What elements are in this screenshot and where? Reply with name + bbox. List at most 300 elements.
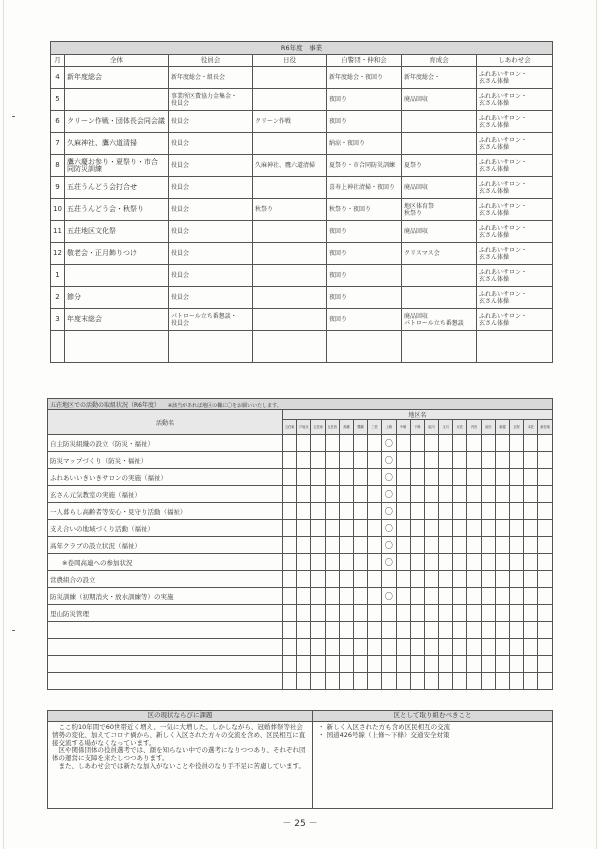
schedule-column-header: 自警団・伸和会 (327, 55, 402, 67)
schedule-row (51, 287, 553, 309)
schedule-cell-ikusei: 廃品回収 (402, 89, 477, 111)
activity-area-cell (481, 554, 495, 571)
activity-area-cell (439, 673, 453, 690)
activity-area-cell (495, 452, 509, 469)
schedule-cell-month: 4 (51, 67, 65, 89)
current-issues-header: 区の現状ならびに課題 (48, 711, 313, 722)
schedule-cell-all: 節分 (65, 287, 169, 309)
activity-area-cell (467, 656, 481, 673)
activity-area-cell (439, 452, 453, 469)
area-column-header: 前田 (481, 420, 495, 435)
activity-area-cell (410, 520, 424, 537)
activity-area-cell (538, 503, 552, 520)
activity-row (48, 622, 553, 639)
schedule-header-row (51, 55, 553, 67)
activity-area-cell (510, 537, 524, 554)
activity-row (48, 486, 553, 503)
issues-table (47, 710, 553, 809)
activity-area-cell (439, 554, 453, 571)
activity-area-cell (283, 622, 297, 639)
activity-area-cell (297, 435, 311, 452)
activity-area-cell (538, 452, 552, 469)
activity-area-cell (495, 571, 509, 588)
activity-area-cell (453, 452, 467, 469)
activity-area-cell (396, 486, 410, 503)
activity-area-cell (481, 605, 495, 622)
schedule-cell-jikei: 夜回り (327, 309, 402, 331)
activity-area-cell (368, 537, 382, 554)
activity-area-cell (524, 588, 538, 605)
activity-area-cell (410, 673, 424, 690)
activity-area-cell (325, 486, 339, 503)
area-column-header: 鷹橋 (353, 420, 367, 435)
activity-area-cell (410, 469, 424, 486)
activity-name (48, 673, 283, 690)
activity-area-cell (325, 622, 339, 639)
activity-area-cell (510, 656, 524, 673)
activity-name: 自主防災組織の設立（防災・福祉） (48, 435, 283, 452)
activity-area-cell (368, 503, 382, 520)
activity-row (48, 605, 553, 622)
schedule-column-header: 月 (51, 55, 65, 67)
area-column-header: 本荘 (524, 420, 538, 435)
activity-area-cell (283, 537, 297, 554)
activity-name: ※卷岡高連への参加状況 (48, 554, 283, 571)
schedule-cell-yakuin: 役員会 (169, 287, 253, 309)
activity-area-cell (510, 639, 524, 656)
activity-area-cell (495, 605, 509, 622)
schedule-cell-shiawase: ふれあいサロン・ 玄さん体操 (477, 309, 553, 331)
activity-area-cell (353, 554, 367, 571)
activity-area-cell (353, 656, 367, 673)
activity-mark: 〇 (382, 469, 396, 486)
activity-mark: 〇 (382, 520, 396, 537)
activity-area-cell (353, 537, 367, 554)
activity-area-cell (467, 469, 481, 486)
schedule-cell-nichiyaku (253, 177, 327, 199)
activity-area-cell (453, 571, 467, 588)
schedule-column-header: 日役 (253, 55, 327, 67)
activity-area-cell (297, 622, 311, 639)
schedule-cell-ikusei (402, 111, 477, 133)
activity-area-cell (353, 622, 367, 639)
schedule-cell-jikei: 秋祭り・夜回り (327, 199, 402, 221)
activity-area-cell (439, 605, 453, 622)
activity-area-cell (396, 469, 410, 486)
activity-area-cell (283, 571, 297, 588)
activity-area-cell (467, 639, 481, 656)
schedule-cell-yakuin: 役員会 (169, 155, 253, 177)
area-column-header: 上條 (382, 420, 396, 435)
schedule-row-blank (51, 331, 553, 363)
schedule-cell-nichiyaku (253, 89, 327, 111)
area-column-header: 中嶋 (396, 420, 410, 435)
activity-area-cell (424, 435, 438, 452)
activity-area-cell (467, 571, 481, 588)
activity-area-cell (439, 656, 453, 673)
activity-area-cell (297, 554, 311, 571)
activity-area-cell (495, 520, 509, 537)
activity-area-cell (439, 435, 453, 452)
activity-name: 里山防災管理 (48, 605, 283, 622)
activity-area-cell (510, 673, 524, 690)
schedule-cell-yakuin: 役員会 (169, 133, 253, 155)
activity-area-cell (410, 554, 424, 571)
activities-title-cell (48, 399, 553, 410)
activity-row (48, 656, 553, 673)
activity-area-cell (481, 571, 495, 588)
activity-area-cell (297, 656, 311, 673)
schedule-cell-jikei: 納涼・夜回り (327, 133, 402, 155)
activity-name: ふれあいいきいきサロンの実施（福祉） (48, 469, 283, 486)
activity-area-cell (538, 571, 552, 588)
activity-area-cell (439, 520, 453, 537)
activity-area-cell (325, 656, 339, 673)
activity-area-cell (538, 656, 552, 673)
activity-area-cell (538, 435, 552, 452)
schedule-row (51, 89, 553, 111)
activity-area-cell (424, 554, 438, 571)
activity-area-cell (410, 588, 424, 605)
schedule-row (51, 111, 553, 133)
activity-area-cell (510, 622, 524, 639)
schedule-cell-shiawase: ふれあいサロン・ 玄さん体操 (477, 155, 553, 177)
activity-area-cell (297, 486, 311, 503)
schedule-cell-jikei: 喜寿上神社清掃・夜回り (327, 177, 402, 199)
area-column-header: 玉川 (439, 420, 453, 435)
activity-area-cell (538, 537, 552, 554)
activity-name: 支え合いの地域づくり活動（福祉） (48, 520, 283, 537)
activity-area-cell (481, 452, 495, 469)
schedule-cell-yakuin: 役員会 (169, 199, 253, 221)
schedule-cell-nichiyaku: 久麻神社、鷹六道清掃 (253, 155, 327, 177)
activity-area-cell (495, 622, 509, 639)
activity-area-cell (510, 520, 524, 537)
area-column-header: 戸坂北 (297, 420, 311, 435)
activity-area-cell (410, 605, 424, 622)
schedule-cell-nichiyaku (253, 287, 327, 309)
activity-area-cell (453, 537, 467, 554)
activity-area-cell (283, 673, 297, 690)
schedule-row (51, 221, 553, 243)
activity-area-cell (524, 554, 538, 571)
activity-area-cell (283, 605, 297, 622)
activity-area-cell (510, 588, 524, 605)
activity-area-cell (339, 435, 353, 452)
activity-mark: 〇 (382, 537, 396, 554)
activity-area-cell (424, 588, 438, 605)
activity-area-cell (311, 452, 325, 469)
activity-area-cell (283, 656, 297, 673)
schedule-cell-month: 8 (51, 155, 65, 177)
activity-area-cell (339, 656, 353, 673)
activity-area-cell (481, 639, 495, 656)
activity-area-cell (481, 622, 495, 639)
activity-area-cell (467, 435, 481, 452)
schedule-column-header: 育成会 (402, 55, 477, 67)
activity-area-cell (495, 503, 509, 520)
activity-area-cell (368, 656, 382, 673)
schedule-cell-shiawase: ふれあいサロン・ 玄さん体操 (477, 67, 553, 89)
activity-row (48, 503, 553, 520)
schedule-cell-month: 12 (51, 243, 65, 265)
schedule-cell-nichiyaku: クリーン作戦 (253, 111, 327, 133)
schedule-cell-ikusei (402, 133, 477, 155)
area-name-header: 地区名 (283, 410, 553, 420)
schedule-cell-month: 11 (51, 221, 65, 243)
binding-mark (12, 630, 15, 631)
activity-area-cell (467, 452, 481, 469)
activity-area-cell (524, 452, 538, 469)
activity-area-cell (538, 469, 552, 486)
activity-area-cell (368, 622, 382, 639)
schedule-cell-jikei: 夜回り (327, 111, 402, 133)
schedule-cell-nichiyaku (253, 309, 327, 331)
activity-area-cell (325, 571, 339, 588)
activity-area-cell (524, 639, 538, 656)
activity-area-cell (325, 605, 339, 622)
activity-area-cell (424, 622, 438, 639)
activity-area-cell (283, 435, 297, 452)
current-issues-text (48, 722, 313, 809)
activity-area-cell (467, 537, 481, 554)
activity-area-cell (510, 503, 524, 520)
activity-area-cell (325, 639, 339, 656)
activity-area-cell (311, 571, 325, 588)
activity-area-cell (467, 520, 481, 537)
activity-area-cell (510, 452, 524, 469)
activity-area-cell (311, 673, 325, 690)
schedule-table (50, 41, 553, 363)
schedule-cell-yakuin: 役員会 (169, 177, 253, 199)
activity-area-cell (439, 469, 453, 486)
activity-area-cell (481, 537, 495, 554)
activity-name: 高年クラブの設立状況（福祉） (48, 537, 283, 554)
activity-area-cell (439, 537, 453, 554)
activity-row (48, 571, 553, 588)
schedule-cell-yakuin: 役員会 (169, 243, 253, 265)
activity-area-cell (495, 639, 509, 656)
activity-area-cell (396, 435, 410, 452)
activity-area-cell (396, 571, 410, 588)
activity-area-cell (538, 486, 552, 503)
schedule-cell-yakuin: パトロール立ち番懇談・ 役員会 (169, 309, 253, 331)
activity-area-cell (311, 469, 325, 486)
activity-row (48, 435, 553, 452)
activities-body (48, 435, 553, 690)
activity-area-cell (297, 503, 311, 520)
activity-area-cell (410, 486, 424, 503)
schedule-cell-all: 五荘うんどう会打合せ (65, 177, 169, 199)
activity-area-cell (481, 486, 495, 503)
activity-area-cell (467, 554, 481, 571)
activity-mark: 〇 (382, 588, 396, 605)
activity-area-cell (297, 520, 311, 537)
activity-area-cell (339, 486, 353, 503)
activity-area-cell (467, 503, 481, 520)
scan-edge-left (3, 0, 4, 849)
schedule-cell-shiawase: ふれあいサロン・ 玄さん体操 (477, 221, 553, 243)
activity-name: 防災訓練（初期消火・放水訓練等）の実施 (48, 588, 283, 605)
activity-area-cell (424, 520, 438, 537)
activity-area-cell (538, 622, 552, 639)
activity-name (48, 622, 283, 639)
activity-area-cell (495, 673, 509, 690)
activity-area-cell (353, 639, 367, 656)
activity-area-cell (353, 520, 367, 537)
area-column-header: 新荘地 (538, 420, 552, 435)
activity-area-cell (353, 435, 367, 452)
schedule-cell-empty (169, 331, 253, 363)
activity-area-cell (297, 571, 311, 588)
activity-area-cell (368, 469, 382, 486)
activity-area-cell (353, 673, 367, 690)
activity-area-cell (467, 622, 481, 639)
activity-area-cell (353, 605, 367, 622)
activity-area-cell (481, 435, 495, 452)
activity-area-cell (467, 673, 481, 690)
activity-area-cell (524, 622, 538, 639)
area-column-header: 五荘西 (325, 420, 339, 435)
binding-mark (12, 116, 15, 117)
activity-area-cell (368, 673, 382, 690)
activity-area-cell (325, 435, 339, 452)
activity-area-cell (339, 469, 353, 486)
activity-row (48, 520, 553, 537)
area-column-header: 高瀬 (339, 420, 353, 435)
schedule-row (51, 265, 553, 287)
area-column-header: 五荘南 (311, 420, 325, 435)
activity-mark: 〇 (382, 486, 396, 503)
schedule-cell-all (65, 89, 169, 111)
activity-area-cell (467, 588, 481, 605)
schedule-cell-shiawase: ふれあいサロン・ 玄さん体操 (477, 89, 553, 111)
activity-area-cell (453, 520, 467, 537)
activity-area-cell (368, 554, 382, 571)
schedule-cell-yakuin: 役員会 (169, 265, 253, 287)
activity-area-cell (439, 503, 453, 520)
schedule-cell-shiawase: ふれあいサロン・ 玄さん体操 (477, 111, 553, 133)
activity-area-cell (283, 520, 297, 537)
activity-name-header: 活動名 (48, 410, 283, 435)
schedule-cell-month: 10 (51, 199, 65, 221)
activity-area-cell (424, 656, 438, 673)
schedule-cell-ikusei: 廃品回収 パトロール立ち番懇談 (402, 309, 477, 331)
schedule-cell-month: 7 (51, 133, 65, 155)
area-column-header: 内田 (467, 420, 481, 435)
activity-area-cell (524, 435, 538, 452)
activity-area-cell (410, 503, 424, 520)
activity-area-cell (339, 554, 353, 571)
activity-area-cell (453, 656, 467, 673)
activity-area-cell (325, 469, 339, 486)
schedule-cell-ikusei: クリスマス会 (402, 243, 477, 265)
schedule-cell-month: 1 (51, 265, 65, 287)
activity-area-cell (297, 452, 311, 469)
activity-area-cell (339, 537, 353, 554)
activity-area-cell (368, 588, 382, 605)
schedule-cell-month: 9 (51, 177, 65, 199)
activity-area-cell (382, 656, 396, 673)
activity-name (48, 639, 283, 656)
activity-area-cell (524, 571, 538, 588)
schedule-cell-all: 久麻神社、鷹六道清掃 (65, 133, 169, 155)
area-column-header: 三荘 (368, 420, 382, 435)
schedule-cell-empty (327, 331, 402, 363)
activity-area-cell (311, 435, 325, 452)
activity-area-cell (524, 469, 538, 486)
activity-area-cell (339, 639, 353, 656)
activity-area-cell (538, 673, 552, 690)
schedule-title: R6年度 事業 (51, 42, 553, 55)
schedule-cell-month: 2 (51, 287, 65, 309)
activity-area-cell (481, 469, 495, 486)
actions-list (313, 722, 553, 809)
area-column-header: 下條 (410, 420, 424, 435)
schedule-cell-nichiyaku (253, 133, 327, 155)
activity-area-cell (311, 605, 325, 622)
activity-area-cell (510, 571, 524, 588)
activity-area-cell (481, 656, 495, 673)
schedule-cell-shiawase: ふれあいサロン・ 玄さん体操 (477, 243, 553, 265)
activity-area-cell (424, 537, 438, 554)
activity-area-cell (424, 469, 438, 486)
activity-area-cell (311, 622, 325, 639)
schedule-cell-nichiyaku (253, 221, 327, 243)
schedule-cell-all (65, 265, 169, 287)
page-number: － 25 － (282, 819, 318, 829)
activity-area-cell (439, 486, 453, 503)
activity-area-cell (439, 588, 453, 605)
activity-row (48, 537, 553, 554)
action-item: ・ 新しく入区された方も含め区民相互の交流 (318, 723, 451, 731)
activity-mark: 〇 (382, 554, 396, 571)
schedule-cell-yakuin: 役員会 (169, 111, 253, 133)
schedule-cell-all: 五荘地区文化祭 (65, 221, 169, 243)
activity-area-cell (368, 639, 382, 656)
activity-area-cell (424, 503, 438, 520)
schedule-cell-all: クリーン作戦・団体長会同会議 (65, 111, 169, 133)
activity-area-cell (495, 588, 509, 605)
schedule-cell-jikei: 新年度総会・夜回り (327, 67, 402, 89)
activity-area-cell (339, 452, 353, 469)
schedule-row (51, 155, 553, 177)
activity-name: 一人暮らし高齢者等安心・見守り活動（福祉） (48, 503, 283, 520)
activity-area-cell (382, 571, 396, 588)
activity-area-cell (453, 639, 467, 656)
activity-area-cell (396, 622, 410, 639)
activity-area-cell (311, 639, 325, 656)
schedule-cell-all: 年度末総会 (65, 309, 169, 331)
activity-area-cell (311, 554, 325, 571)
activity-area-cell (481, 588, 495, 605)
activity-area-cell (538, 554, 552, 571)
activity-area-cell (439, 622, 453, 639)
activity-area-cell (325, 673, 339, 690)
activity-area-cell (311, 520, 325, 537)
activity-area-cell (283, 503, 297, 520)
schedule-cell-jikei: 夜回り (327, 265, 402, 287)
activity-area-cell (424, 571, 438, 588)
activity-name (48, 656, 283, 673)
activity-area-cell (524, 673, 538, 690)
activity-area-cell (353, 571, 367, 588)
schedule-cell-empty (51, 331, 65, 363)
schedule-cell-nichiyaku (253, 67, 327, 89)
schedule-row (51, 67, 553, 89)
activity-area-cell (283, 639, 297, 656)
activity-area-cell (297, 673, 311, 690)
